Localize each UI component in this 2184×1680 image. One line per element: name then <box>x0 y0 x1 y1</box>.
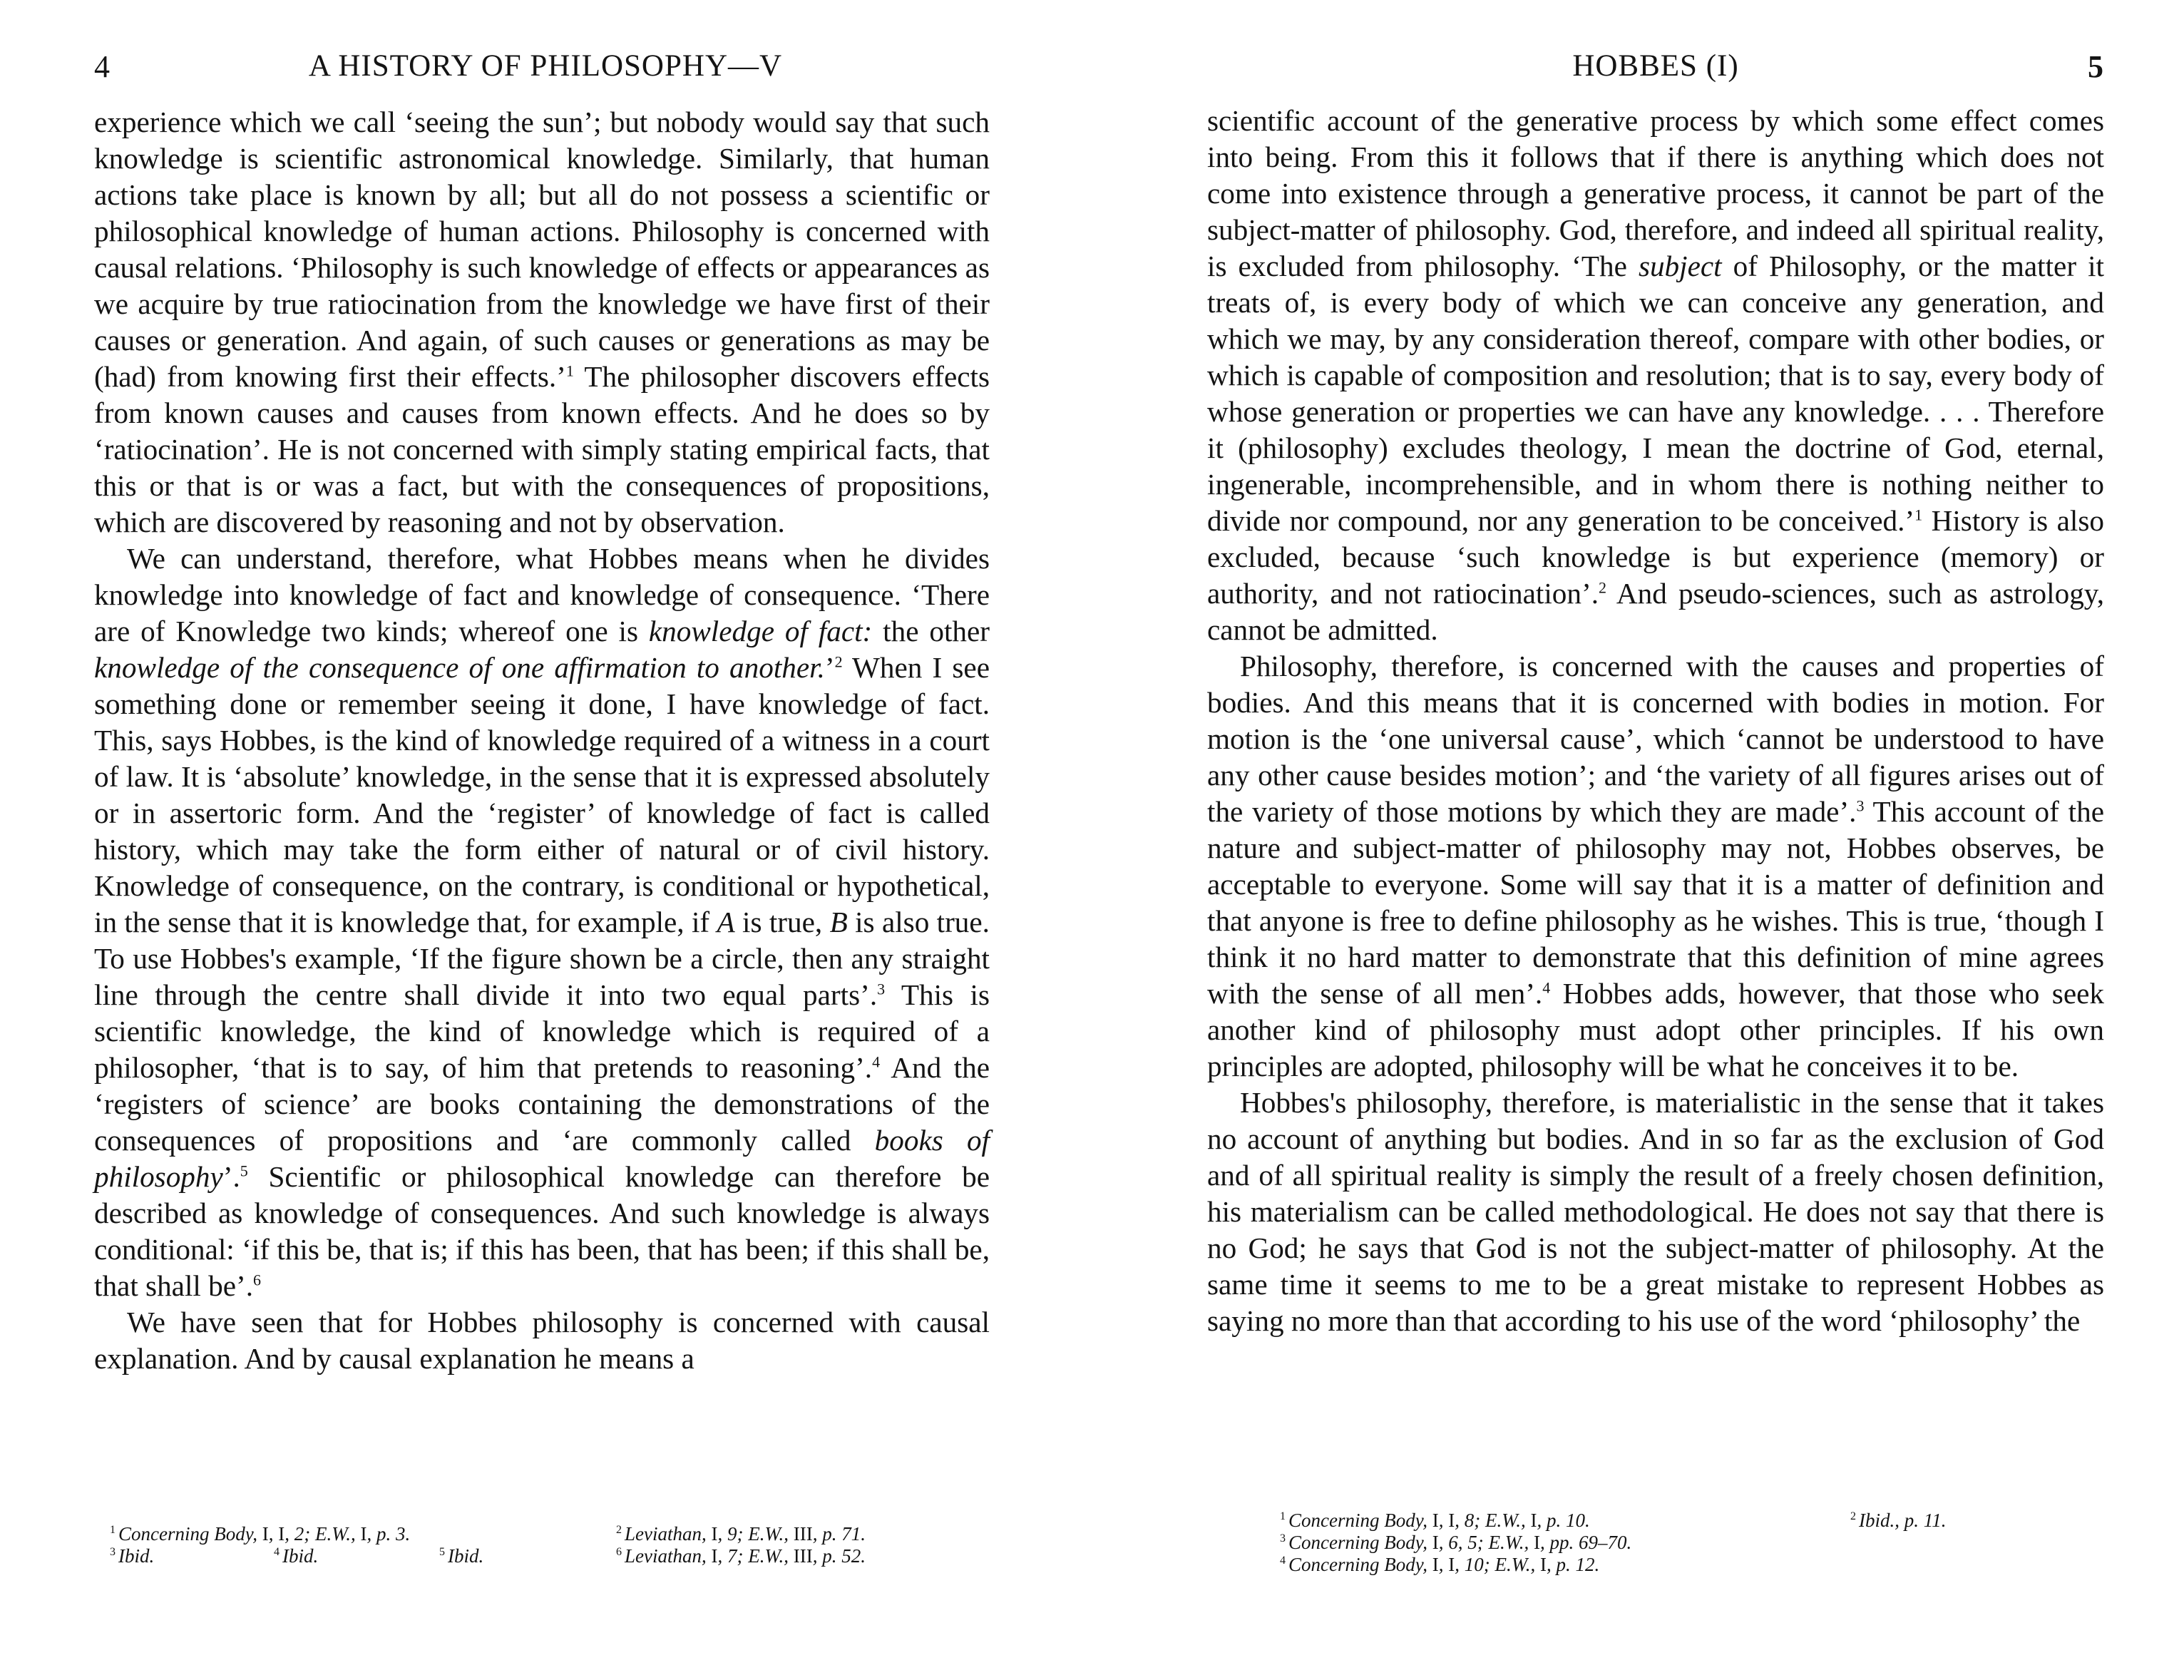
text-run: subject <box>1638 250 1722 282</box>
footnotes <box>110 1523 990 1567</box>
text-run: This account of the nature and subject-matter of philosophy may not, Hobbes observes, be acceptable to everyone. Some will say that it is a matter of definition and that anyone is free to define philosophy as he wishes. This is true, ‘though I think it no hard matter to demonstrate that this definition of mine agrees with the sense of all men’. <box>1207 795 2104 1010</box>
footnotes <box>1280 1510 2104 1576</box>
footnote: $^5$ Ibid. <box>439 1545 484 1567</box>
footnote-text: Concerning Body, I, 6, 5; E.W., I, pp. 69–70. <box>1288 1532 1632 1553</box>
text-run: A <box>717 906 735 938</box>
text-run: Hobbes's philosophy, therefore, is materialistic in the sense that it takes no account of anything but bodies. And in so far as the exclusion of God and of all spiritual reality is simply the result of a freely chosen definition, his materialism can be called methodological. He does not say that there is no God; he says that God is not the subject-matter of philosophy. At the same time it seems to me to be a great mistake to represent Hobbes as saying no more than that according to his use of the word ‘philosophy’ the <box>1207 1086 2104 1337</box>
text-run: of Philosophy, or the matter it treats of, is every body of which we can conceive any generation, and which we may, by any consideration thereof, compare with other bodies, or which is capable of composition and resolution; that is to say, every body of whose generation or properties we can have any knowledge. . . . Therefore it (philosophy) excludes theology, I mean the doctrine of God, eternal, ingenerable, incomprehensible, and in whom there is nothing neither to divide nor compound, nor any generation to be conceived.’ <box>1207 250 2104 537</box>
footnote: $^3$ Ibid. <box>110 1545 155 1567</box>
text-run: When I see something done or remember seeing it done, I have knowledge of fact. This, says Hobbes, is the kind of knowledge required of a witness in a court of law. It is ‘absolute’ knowledge, in the sense that it is expressed absolutely or in assertoric form. And the ‘register’ of knowledge of fact is called history, which may take the form either of natural or of civil history. Knowledge of consequence, on the contrary, is conditional or hypothetical, in the sense that it is knowledge that, for example, if <box>94 651 990 938</box>
text-run: ’ <box>824 651 835 684</box>
paragraph <box>1207 103 2104 648</box>
footnote: $^1$ Concerning Body, I, I, 2; E.W., I, p. 3. <box>110 1523 411 1545</box>
running-head-title: HOBBES (I) <box>1572 49 1739 83</box>
footnote-text: Leviathan, I, 7; E.W., III, p. 52. <box>625 1545 866 1567</box>
text-run: We have seen that for Hobbes philosophy is concerned with causal explanation. And by causal explanation he means a <box>94 1306 990 1375</box>
paragraph <box>94 104 990 541</box>
footnote: $^3$ Concerning Body, I, 6, 5; E.W., I, pp. 69–70. <box>1280 1532 1632 1553</box>
footnote-text: Concerning Body, I, I, 2; E.W., I, p. 3. <box>118 1523 411 1545</box>
text-run: Scientific or philosophical knowledge can therefore be described as knowledge of consequences. And such knowledge is always conditional: ‘if this be, that is; if this has been, that has been; if this shall be, that shall be’. <box>94 1160 990 1302</box>
footnote: $^4$ Ibid. <box>274 1545 319 1567</box>
page-number: 4 <box>94 49 111 84</box>
footnote-marker: 4 <box>872 1052 881 1071</box>
body-text <box>1207 103 2104 1339</box>
footnote-marker: 3 <box>1856 797 1865 815</box>
text-run: And the ‘registers of science’ are books containing the demonstrations of the consequences of propositions and ‘are commonly called <box>94 1051 990 1157</box>
paragraph <box>1207 1085 2104 1339</box>
text-run: the other <box>872 615 990 647</box>
running-header <box>94 48 990 91</box>
footnote-marker: 1 <box>565 362 574 380</box>
footnote-text: Ibid. <box>118 1545 155 1567</box>
footnote: $^2$ Ibid., p. 11. <box>1850 1510 1947 1531</box>
text-run: experience which we call ‘seeing the sun’; but nobody would say that such knowledge is scientific astronomical knowledge. Similarly, that human actions take place is known by all; but all do not possess a scientific or philosophical knowledge of human actions. Philosophy is concerned with causal relations. ‘Philosophy is such knowledge of effects or appearances as we acquire by true ratiocination from the knowledge we have first of their causes or generation. And again, of such causes or generations as may be (had) from knowing first their effects.’ <box>94 106 990 393</box>
footnote: $^1$ Concerning Body, I, I, 8; E.W., I, p. 10. <box>1280 1510 1590 1531</box>
footnote-marker: 3 <box>877 980 886 998</box>
text-run: We can understand, therefore, what Hobbes means when he divides knowledge into knowledge of fact and knowledge of consequence. ‘There are of Knowledge two kinds; whereof one is <box>94 542 990 647</box>
text-run: B <box>829 906 848 938</box>
text-run: scientific account of the generative process by which some effect comes into being. From this it follows that if there is anything which does not come into existence through a generative process, it cannot be part of the subject-matter of philosophy. God, therefore, and indeed all spiritual reality, is excluded from philosophy. ‘The <box>1207 104 2104 282</box>
right-page <box>1207 0 2104 1680</box>
text-run: Philosophy, therefore, is concerned with the causes and properties of bodies. And this means that it is concerned with bodies in motion. For motion is the ‘one universal cause’, which ‘cannot be understood to have any other cause besides motion’; and ‘the variety of all figures arises out of the variety of those motions by which they are made’. <box>1207 650 2104 828</box>
footnote-text: Ibid. <box>282 1545 319 1567</box>
footnote: $^2$ Leviathan, I, 9; E.W., III, p. 71. <box>616 1523 866 1545</box>
footnote-text: Leviathan, I, 9; E.W., III, p. 71. <box>625 1523 866 1545</box>
text-run: knowledge of the consequence of one affirmation to another. <box>94 651 825 684</box>
text-run: is also true. To use Hobbes's example, ‘If the figure shown be a circle, then any straight line through the centre shall divide it into two equal parts’. <box>94 906 990 1011</box>
text-run: ’. <box>222 1160 240 1193</box>
running-head-title: A HISTORY OF PHILOSOPHY—V <box>308 49 783 83</box>
footnote-marker: 6 <box>253 1271 262 1289</box>
left-page <box>94 0 990 1680</box>
footnote-text: Concerning Body, I, I, 10; E.W., I, p. 12. <box>1288 1554 1600 1575</box>
text-run: And pseudo-sciences, such as astrology, cannot be admitted. <box>1207 577 2104 646</box>
text-run: Hobbes adds, however, that those who seek another kind of philosophy must adopt other principles. If his own principles are adopted, philosophy will be what he conceives it to be. <box>1207 977 2104 1082</box>
paragraph <box>1207 648 2104 1085</box>
footnote: $^4$ Concerning Body, I, I, 10; E.W., I, p. 12. <box>1280 1554 1600 1575</box>
footnote-marker: 1 <box>1914 506 1923 524</box>
footnote-marker: 5 <box>240 1162 248 1180</box>
footnote: $^6$ Leviathan, I, 7; E.W., III, p. 52. <box>616 1545 866 1567</box>
footnote-text: Concerning Body, I, I, 8; E.W., I, p. 10. <box>1288 1510 1590 1531</box>
footnote-marker: 4 <box>1542 978 1551 997</box>
paragraph <box>94 1304 990 1377</box>
body-text <box>94 104 990 1377</box>
text-run: History is also excluded, because ‘such knowledge is but experience (memory) or authority, and not ratiocination’. <box>1207 504 2104 610</box>
footnote-text: Ibid. <box>448 1545 484 1567</box>
paragraph <box>94 541 990 1304</box>
footnote-text: Ibid., p. 11. <box>1859 1510 1947 1531</box>
page-number: 5 <box>2088 49 2104 84</box>
text-run: books of philosophy <box>94 1124 990 1193</box>
text-run: This is scientific knowledge, the kind of knowledge which is required of a philosopher, ‘that is to say, of him that pretends to reasoning’. <box>94 978 990 1084</box>
text-run: knowledge of fact: <box>648 615 873 647</box>
footnote-marker: 2 <box>1599 578 1607 597</box>
footnote-marker: 2 <box>834 652 843 671</box>
running-header <box>1207 48 2104 91</box>
text-run: is true, <box>734 906 830 938</box>
text-run: The philosopher discovers effects from known causes and causes from known effects. And he does so by ‘ratiocination’. He is not concerned with simply stating empirical facts, that this or that is or was a fact, but with the consequences of propositions, which are discovered by reasoning and not by observation. <box>94 360 990 538</box>
